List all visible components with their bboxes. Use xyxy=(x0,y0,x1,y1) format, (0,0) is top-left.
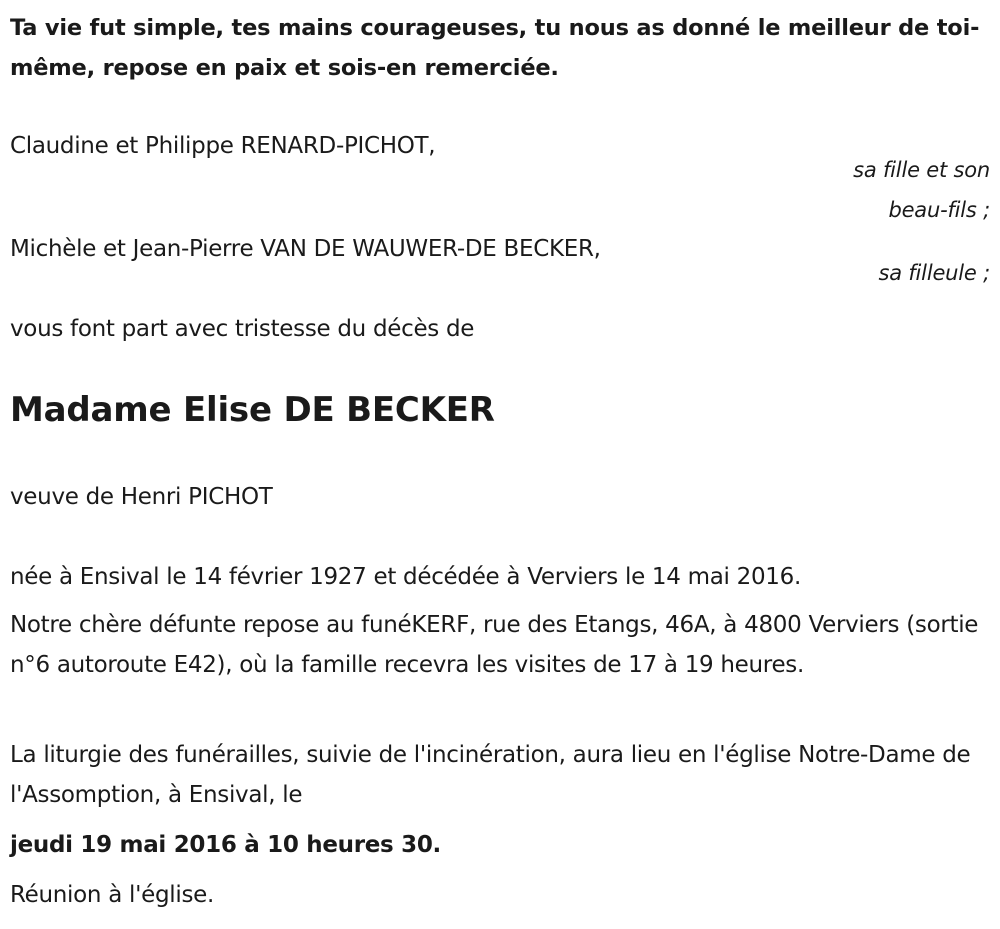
birth-death-text: née à Ensival le 14 février 1927 et décédée à Verviers le 14 mai 2016. xyxy=(10,564,801,590)
ceremony-datetime: jeudi 19 mai 2016 à 10 heures 30. xyxy=(10,832,441,858)
family-member-relation: sa filleule ; xyxy=(878,261,990,285)
announcement-text: vous font part avec tristesse du décès de xyxy=(10,316,475,342)
widow-of-text: veuve de Henri PICHOT xyxy=(10,484,273,510)
opening-quote: Ta vie fut simple, tes mains courageuses, tu nous as donné le meilleur de toi-même, repose en paix et sois-en remerciée. xyxy=(10,15,980,81)
family-member-names: Michèle et Jean-Pierre VAN DE WAUWER-DE BECKER, xyxy=(10,236,601,262)
deceased-name: Madame Elise DE BECKER xyxy=(10,390,495,430)
family-member-relation-continued: beau-fils ; xyxy=(888,198,990,222)
family-member-relation: sa fille et son xyxy=(853,158,990,182)
liturgy-paragraph: La liturgie des funérailles, suivie de l'incinération, aura lieu en l'église Notre-Dame de l'Assomption, à Ensival, le xyxy=(10,742,971,808)
repose-paragraph: Notre chère défunte repose au funéKERF, rue des Etangs, 46A, à 4800 Verviers (sortie n°6 autoroute E42), où la famille recevra les visites de 17 à 19 heures. xyxy=(10,612,979,678)
family-member-names: Claudine et Philippe RENARD-PICHOT, xyxy=(10,133,436,159)
reunion-text: Réunion à l'église. xyxy=(10,882,214,908)
